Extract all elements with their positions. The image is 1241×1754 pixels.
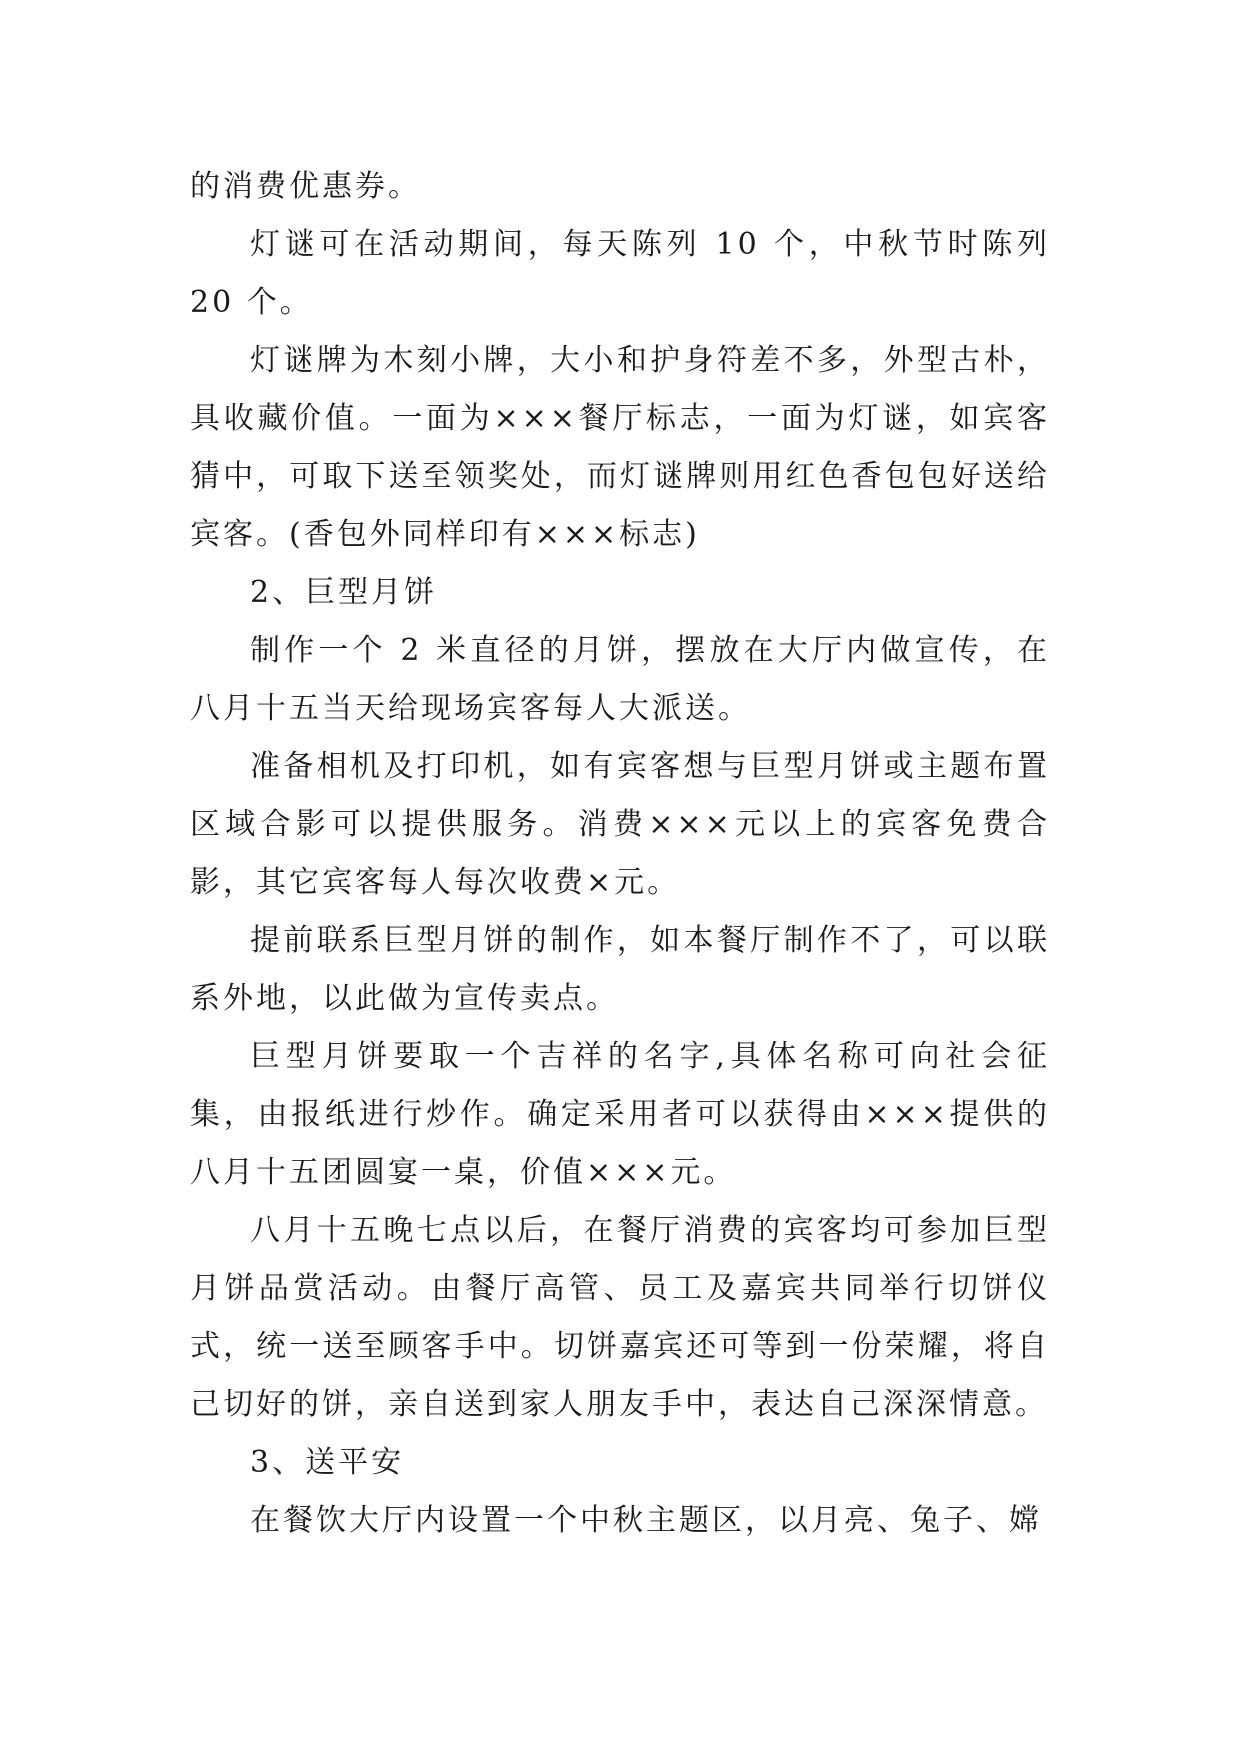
- document-body: [190, 158, 1050, 1550]
- paragraph-photo-service: 准备相机及打印机，如有宾客想与巨型月饼或主题布置区域合影可以提供服务。消费×××元以上的宾客免费合影，其它宾客每人每次收费×元。: [190, 749, 1050, 900]
- section-heading-giant-mooncake: 2、巨型月饼: [250, 575, 438, 610]
- paragraph-lantern-riddle-display: 灯谜可在活动期间，每天陈列 10 个，中秋节时陈列 20 个。: [190, 227, 1050, 320]
- paragraph-mooncake-naming: 巨型月饼要取一个吉祥的名字,具体名称可向社会征集，由报纸进行炒作。确定采用者可以获得由×××提供的八月十五团圆宴一桌，价值×××元。: [190, 1039, 1050, 1190]
- paragraph-coupon-end: 的消费优惠券。: [190, 169, 421, 204]
- paragraph-mooncake-tasting: 八月十五晚七点以后，在餐厅消费的宾客均可参加巨型月饼品赏活动。由餐厅高管、员工及嘉宾共同举行切饼仪式，统一送至顾客手中。切饼嘉宾还可等到一份荣耀，将自己切好的饼，亲自送到家人朋友手中，表达自己深深情意。: [190, 1213, 1050, 1422]
- paragraph-mooncake-making: 制作一个 2 米直径的月饼，摆放在大厅内做宣传，在八月十五当天给现场宾客每人大派送。: [190, 633, 1050, 726]
- section-heading-send-peace: 3、送平安: [250, 1445, 405, 1480]
- paragraph-mooncake-contact: 提前联系巨型月饼的制作，如本餐厅制作不了，可以联系外地，以此做为宣传卖点。: [190, 923, 1050, 1016]
- paragraph-theme-area: 在餐饮大厅内设置一个中秋主题区，以月亮、兔子、嫦: [250, 1503, 1042, 1538]
- paragraph-lantern-riddle-plaque: 灯谜牌为木刻小牌，大小和护身符差不多，外型古朴，具收藏价值。一面为×××餐厅标志，一面为灯谜，如宾客猜中，可取下送至领奖处，而灯谜牌则用红色香包包好送给宾客。(香包外同样印有×××标志): [190, 343, 1050, 552]
